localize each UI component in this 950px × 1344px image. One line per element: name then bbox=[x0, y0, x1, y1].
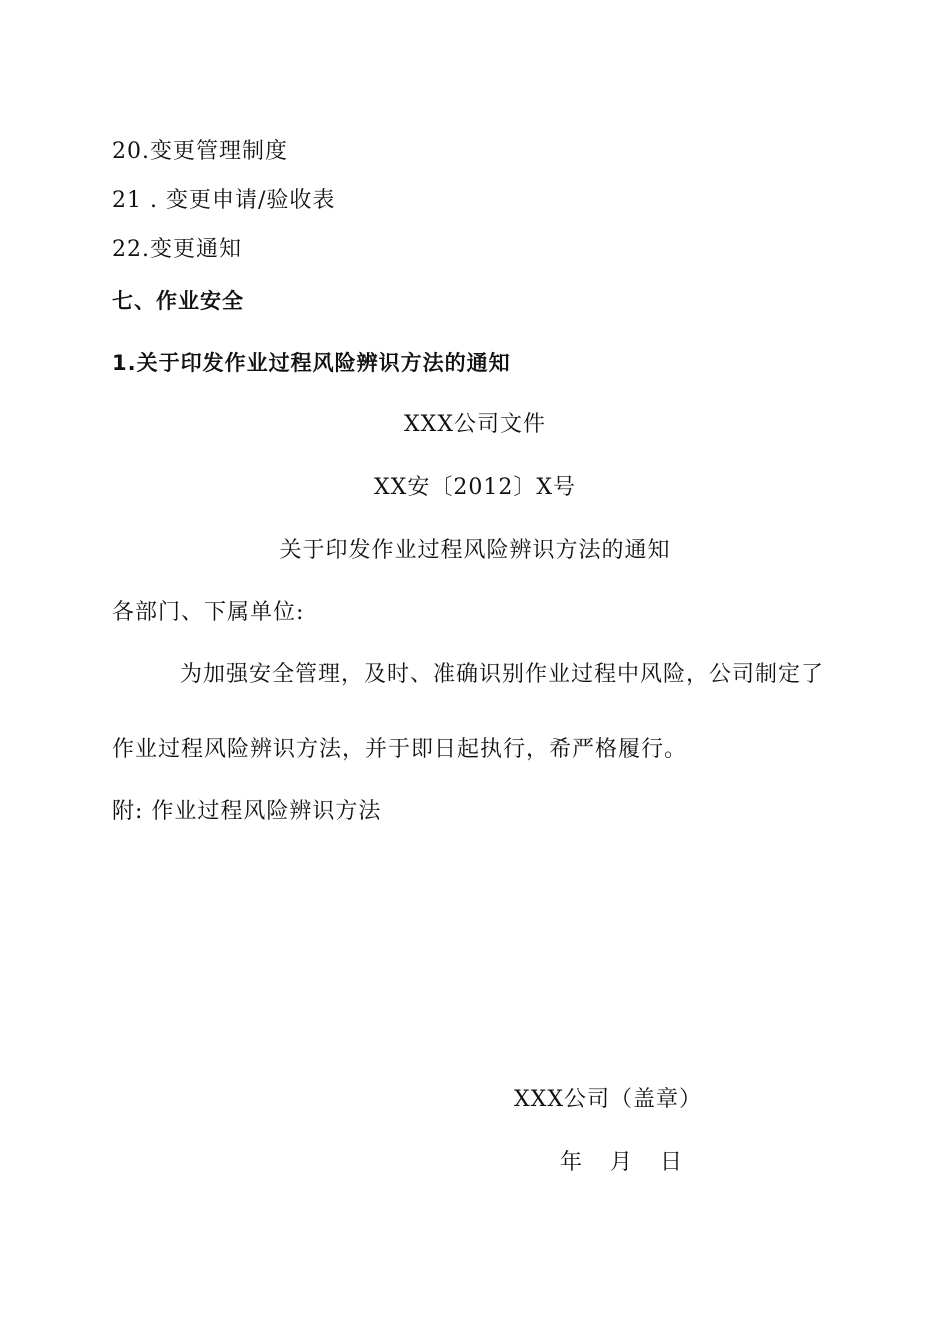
list-item: 21 . 变更申请/验收表 bbox=[112, 188, 336, 213]
attachment-line: 附: 作业过程风险辨识方法 bbox=[112, 799, 382, 824]
signature-company: XXX公司（盖章） bbox=[514, 1087, 702, 1112]
sub-heading: 1.关于印发作业过程风险辨识方法的通知 bbox=[112, 351, 511, 375]
list-item: 22.变更通知 bbox=[112, 237, 242, 262]
list-item: 20.变更管理制度 bbox=[112, 139, 288, 164]
salutation: 各部门、下属单位: bbox=[112, 600, 305, 625]
section-heading: 七、作业安全 bbox=[112, 289, 244, 313]
doc-number: XX安〔2012〕X号 bbox=[374, 475, 576, 500]
body-line: 为加强安全管理，及时、准确识别作业过程中风险，公司制定了 bbox=[180, 662, 825, 687]
doc-header-org: XXX公司文件 bbox=[404, 412, 546, 437]
signature-date: 年 月 日 bbox=[560, 1150, 686, 1175]
body-line: 作业过程风险辨识方法，并于即日起执行，希严格履行。 bbox=[112, 737, 688, 762]
doc-title: 关于印发作业过程风险辨识方法的通知 bbox=[279, 538, 671, 563]
